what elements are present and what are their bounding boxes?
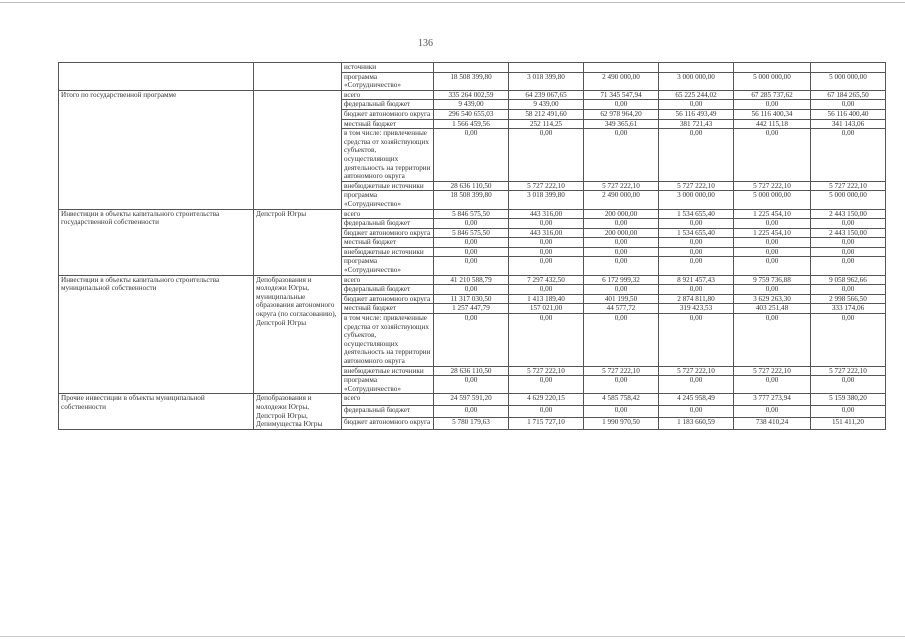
- amount-cell: 3 629 263,30: [734, 294, 811, 304]
- amount-cell: 0,00: [434, 247, 509, 257]
- table-row: [59, 275, 886, 285]
- amount-cell: 28 636 110,50: [434, 181, 509, 191]
- amount-cell: 56 116 400,40: [811, 109, 886, 119]
- amount-cell: 0,00: [434, 257, 509, 275]
- funding-source-label: всего: [342, 90, 434, 100]
- amount-cell: 71 345 547,94: [584, 90, 659, 100]
- funding-source-label: программа «Сотрудничество»: [342, 72, 434, 90]
- amount-cell: 319 423,53: [659, 304, 734, 314]
- program-item-name: Инвестиции в объекты капитального строительства государственной собственности: [59, 209, 254, 275]
- amount-cell: 200 000,00: [584, 209, 659, 219]
- amount-cell: 0,00: [659, 376, 734, 394]
- amount-cell: [584, 63, 659, 73]
- amount-cell: [509, 63, 584, 73]
- amount-cell: 1 257 447,79: [434, 304, 509, 314]
- amount-cell: 9 759 736,88: [734, 275, 811, 285]
- amount-cell: 349 365,61: [584, 119, 659, 129]
- amount-cell: 0,00: [434, 406, 509, 418]
- amount-cell: 0,00: [434, 129, 509, 182]
- amount-cell: 0,00: [659, 219, 734, 229]
- amount-cell: 0,00: [659, 314, 734, 367]
- amount-cell: 0,00: [584, 376, 659, 394]
- amount-cell: [434, 63, 509, 73]
- amount-cell: 5 159 380,20: [811, 394, 886, 406]
- amount-cell: 335 264 002,59: [434, 90, 509, 100]
- amount-cell: 0,00: [811, 257, 886, 275]
- amount-cell: 1 534 655,40: [659, 209, 734, 219]
- amount-cell: 0,00: [584, 314, 659, 367]
- amount-cell: 0,00: [584, 100, 659, 110]
- funding-source-label: внебюджетные источники: [342, 366, 434, 376]
- executor-cell: Депстрой Югры: [254, 209, 342, 275]
- amount-cell: 5 780 179,63: [434, 417, 509, 429]
- amount-cell: 0,00: [811, 219, 886, 229]
- amount-cell: 2 490 000,00: [584, 72, 659, 90]
- amount-cell: 18 508 399,80: [434, 72, 509, 90]
- amount-cell: 1 183 660,59: [659, 417, 734, 429]
- table-row: [59, 90, 886, 100]
- amount-cell: 443 316,00: [509, 209, 584, 219]
- amount-cell: 41 210 588,79: [434, 275, 509, 285]
- amount-cell: 9 439,00: [434, 100, 509, 110]
- funding-source-label: в том числе: привлеченные средства от хозяйствующих субъектов, осуществляющих деятельность на территории автономного округа: [342, 314, 434, 367]
- amount-cell: 3 777 273,94: [734, 394, 811, 406]
- amount-cell: 3 018 399,80: [509, 191, 584, 209]
- amount-cell: 64 239 067,65: [509, 90, 584, 100]
- amount-cell: 56 116 400,34: [734, 109, 811, 119]
- amount-cell: 67 184 265,50: [811, 90, 886, 100]
- executor-cell: Депобразования и молодежи Югры, Депстрой Югры, Депимущества Югры: [254, 394, 342, 429]
- amount-cell: 0,00: [509, 247, 584, 257]
- amount-cell: 0,00: [659, 129, 734, 182]
- amount-cell: [659, 63, 734, 73]
- amount-cell: 2 443 150,00: [811, 228, 886, 238]
- funding-source-label: программа «Сотрудничество»: [342, 257, 434, 275]
- amount-cell: 151 411,20: [811, 417, 886, 429]
- amount-cell: 0,00: [584, 406, 659, 418]
- amount-cell: 0,00: [811, 129, 886, 182]
- amount-cell: 5 727 222,10: [584, 366, 659, 376]
- amount-cell: 0,00: [734, 257, 811, 275]
- amount-cell: 0,00: [584, 219, 659, 229]
- amount-cell: 5 727 222,10: [509, 181, 584, 191]
- amount-cell: 0,00: [659, 257, 734, 275]
- amount-cell: 0,00: [734, 129, 811, 182]
- funding-source-label: всего: [342, 394, 434, 406]
- amount-cell: 0,00: [811, 247, 886, 257]
- amount-cell: 0,00: [734, 406, 811, 418]
- amount-cell: 0,00: [734, 219, 811, 229]
- amount-cell: 2 490 000,00: [584, 191, 659, 209]
- program-item-name: [59, 63, 254, 91]
- table-row: [59, 394, 886, 406]
- amount-cell: 200 000,00: [584, 228, 659, 238]
- amount-cell: 4 245 958,49: [659, 394, 734, 406]
- amount-cell: 0,00: [584, 257, 659, 275]
- amount-cell: 2 874 811,80: [659, 294, 734, 304]
- amount-cell: 0,00: [734, 238, 811, 248]
- amount-cell: 341 143,06: [811, 119, 886, 129]
- amount-cell: 0,00: [509, 238, 584, 248]
- amount-cell: 738 410,24: [734, 417, 811, 429]
- amount-cell: 0,00: [811, 406, 886, 418]
- amount-cell: 1 534 655,40: [659, 228, 734, 238]
- amount-cell: 1 990 970,50: [584, 417, 659, 429]
- amount-cell: 1 566 459,56: [434, 119, 509, 129]
- amount-cell: 5 846 575,50: [434, 228, 509, 238]
- program-item-name: Прочие инвестиции в объекты муниципальной собственности: [59, 394, 254, 429]
- amount-cell: [734, 63, 811, 73]
- amount-cell: 5 727 222,10: [734, 366, 811, 376]
- amount-cell: 443 316,00: [509, 228, 584, 238]
- amount-cell: 58 212 491,60: [509, 109, 584, 119]
- amount-cell: 4 585 758,42: [584, 394, 659, 406]
- amount-cell: 5 727 222,10: [659, 366, 734, 376]
- funding-source-label: федеральный бюджет: [342, 285, 434, 295]
- amount-cell: 1 225 454,10: [734, 209, 811, 219]
- amount-cell: 0,00: [584, 247, 659, 257]
- funding-source-label: всего: [342, 209, 434, 219]
- amount-cell: 0,00: [811, 238, 886, 248]
- funding-source-label: федеральный бюджет: [342, 219, 434, 229]
- amount-cell: 403 251,48: [734, 304, 811, 314]
- amount-cell: 0,00: [434, 219, 509, 229]
- amount-cell: 0,00: [434, 314, 509, 367]
- funding-source-label: программа «Сотрудничество»: [342, 191, 434, 209]
- amount-cell: 9 058 962,66: [811, 275, 886, 285]
- amount-cell: 5 727 222,10: [811, 366, 886, 376]
- amount-cell: 296 540 655,03: [434, 109, 509, 119]
- program-item-name: Итого по государственной программе: [59, 90, 254, 209]
- amount-cell: 5 000 000,00: [811, 191, 886, 209]
- amount-cell: 3 000 000,00: [659, 191, 734, 209]
- amount-cell: 0,00: [734, 247, 811, 257]
- amount-cell: 5 727 222,10: [734, 181, 811, 191]
- amount-cell: 1 413 189,40: [509, 294, 584, 304]
- funding-source-label: программа «Сотрудничество»: [342, 376, 434, 394]
- table-row: [59, 63, 886, 73]
- amount-cell: 0,00: [509, 219, 584, 229]
- amount-cell: 0,00: [811, 314, 886, 367]
- amount-cell: 252 114,25: [509, 119, 584, 129]
- page-number: 136: [418, 38, 433, 49]
- amount-cell: 157 021,00: [509, 304, 584, 314]
- amount-cell: 7 297 432,50: [509, 275, 584, 285]
- amount-cell: 5 000 000,00: [734, 72, 811, 90]
- amount-cell: 442 115,18: [734, 119, 811, 129]
- amount-cell: 1 225 454,10: [734, 228, 811, 238]
- amount-cell: 0,00: [509, 406, 584, 418]
- scan-top-edge: [0, 2, 905, 3]
- amount-cell: 0,00: [734, 100, 811, 110]
- amount-cell: 44 577,72: [584, 304, 659, 314]
- funding-source-label: федеральный бюджет: [342, 406, 434, 418]
- amount-cell: 0,00: [659, 406, 734, 418]
- amount-cell: 2 443 150,00: [811, 209, 886, 219]
- funding-source-label: федеральный бюджет: [342, 100, 434, 110]
- amount-cell: [811, 63, 886, 73]
- amount-cell: 0,00: [584, 129, 659, 182]
- amount-cell: 24 597 591,20: [434, 394, 509, 406]
- amount-cell: 9 439,00: [509, 100, 584, 110]
- amount-cell: 4 629 220,15: [509, 394, 584, 406]
- amount-cell: 0,00: [659, 100, 734, 110]
- amount-cell: 2 998 566,50: [811, 294, 886, 304]
- amount-cell: 62 978 964,20: [584, 109, 659, 119]
- amount-cell: 0,00: [659, 285, 734, 295]
- executor-cell: [254, 63, 342, 91]
- amount-cell: 8 921 457,43: [659, 275, 734, 285]
- funding-source-label: источники: [342, 63, 434, 73]
- funding-source-label: бюджет автономного округа: [342, 294, 434, 304]
- budget-table-container: [58, 62, 885, 430]
- amount-cell: 0,00: [434, 376, 509, 394]
- amount-cell: 3 018 399,80: [509, 72, 584, 90]
- amount-cell: 0,00: [509, 257, 584, 275]
- amount-cell: 5 727 222,10: [811, 181, 886, 191]
- amount-cell: 0,00: [659, 238, 734, 248]
- amount-cell: 5 727 222,10: [659, 181, 734, 191]
- funding-source-label: бюджет автономного округа: [342, 417, 434, 429]
- amount-cell: 56 116 493,49: [659, 109, 734, 119]
- executor-cell: [254, 90, 342, 209]
- amount-cell: 0,00: [434, 238, 509, 248]
- amount-cell: 0,00: [434, 285, 509, 295]
- amount-cell: 0,00: [811, 100, 886, 110]
- funding-source-label: бюджет автономного округа: [342, 109, 434, 119]
- amount-cell: 0,00: [734, 285, 811, 295]
- amount-cell: 0,00: [659, 247, 734, 257]
- funding-source-label: в том числе: привлеченные средства от хозяйствующих субъектов, осуществляющих деятельность на территории автономного округа: [342, 129, 434, 182]
- amount-cell: 0,00: [734, 376, 811, 394]
- amount-cell: 67 285 737,62: [734, 90, 811, 100]
- amount-cell: 381 721,43: [659, 119, 734, 129]
- amount-cell: 0,00: [584, 238, 659, 248]
- amount-cell: 3 000 000,00: [659, 72, 734, 90]
- amount-cell: 0,00: [811, 376, 886, 394]
- amount-cell: 5 727 222,10: [584, 181, 659, 191]
- amount-cell: 333 174,06: [811, 304, 886, 314]
- amount-cell: 5 846 575,50: [434, 209, 509, 219]
- table-row: [59, 209, 886, 219]
- amount-cell: 28 636 110,50: [434, 366, 509, 376]
- amount-cell: 1 715 727,10: [509, 417, 584, 429]
- amount-cell: 0,00: [734, 314, 811, 367]
- amount-cell: 401 199,50: [584, 294, 659, 304]
- funding-source-label: местный бюджет: [342, 238, 434, 248]
- amount-cell: 0,00: [509, 376, 584, 394]
- amount-cell: 5 727 222,10: [509, 366, 584, 376]
- amount-cell: 0,00: [811, 285, 886, 295]
- amount-cell: 0,00: [509, 285, 584, 295]
- amount-cell: 11 317 030,50: [434, 294, 509, 304]
- budget-table: [58, 62, 886, 430]
- amount-cell: 0,00: [509, 314, 584, 367]
- amount-cell: 18 508 399,80: [434, 191, 509, 209]
- amount-cell: 65 225 244,02: [659, 90, 734, 100]
- amount-cell: 0,00: [584, 285, 659, 295]
- executor-cell: Депобразования и молодежи Югры, муниципальные образования автономного округа (по согласованию), Депстрой Югры: [254, 275, 342, 394]
- funding-source-label: местный бюджет: [342, 119, 434, 129]
- funding-source-label: всего: [342, 275, 434, 285]
- amount-cell: 5 000 000,00: [734, 191, 811, 209]
- amount-cell: 0,00: [509, 129, 584, 182]
- amount-cell: 6 172 999,32: [584, 275, 659, 285]
- funding-source-label: бюджет автономного округа: [342, 228, 434, 238]
- funding-source-label: внебюджетные источники: [342, 247, 434, 257]
- funding-source-label: внебюджетные источники: [342, 181, 434, 191]
- scan-bottom-edge: [0, 636, 905, 637]
- program-item-name: Инвестиции в объекты капитального строительства муниципальной собственности: [59, 275, 254, 394]
- amount-cell: 5 000 000,00: [811, 72, 886, 90]
- funding-source-label: местный бюджет: [342, 304, 434, 314]
